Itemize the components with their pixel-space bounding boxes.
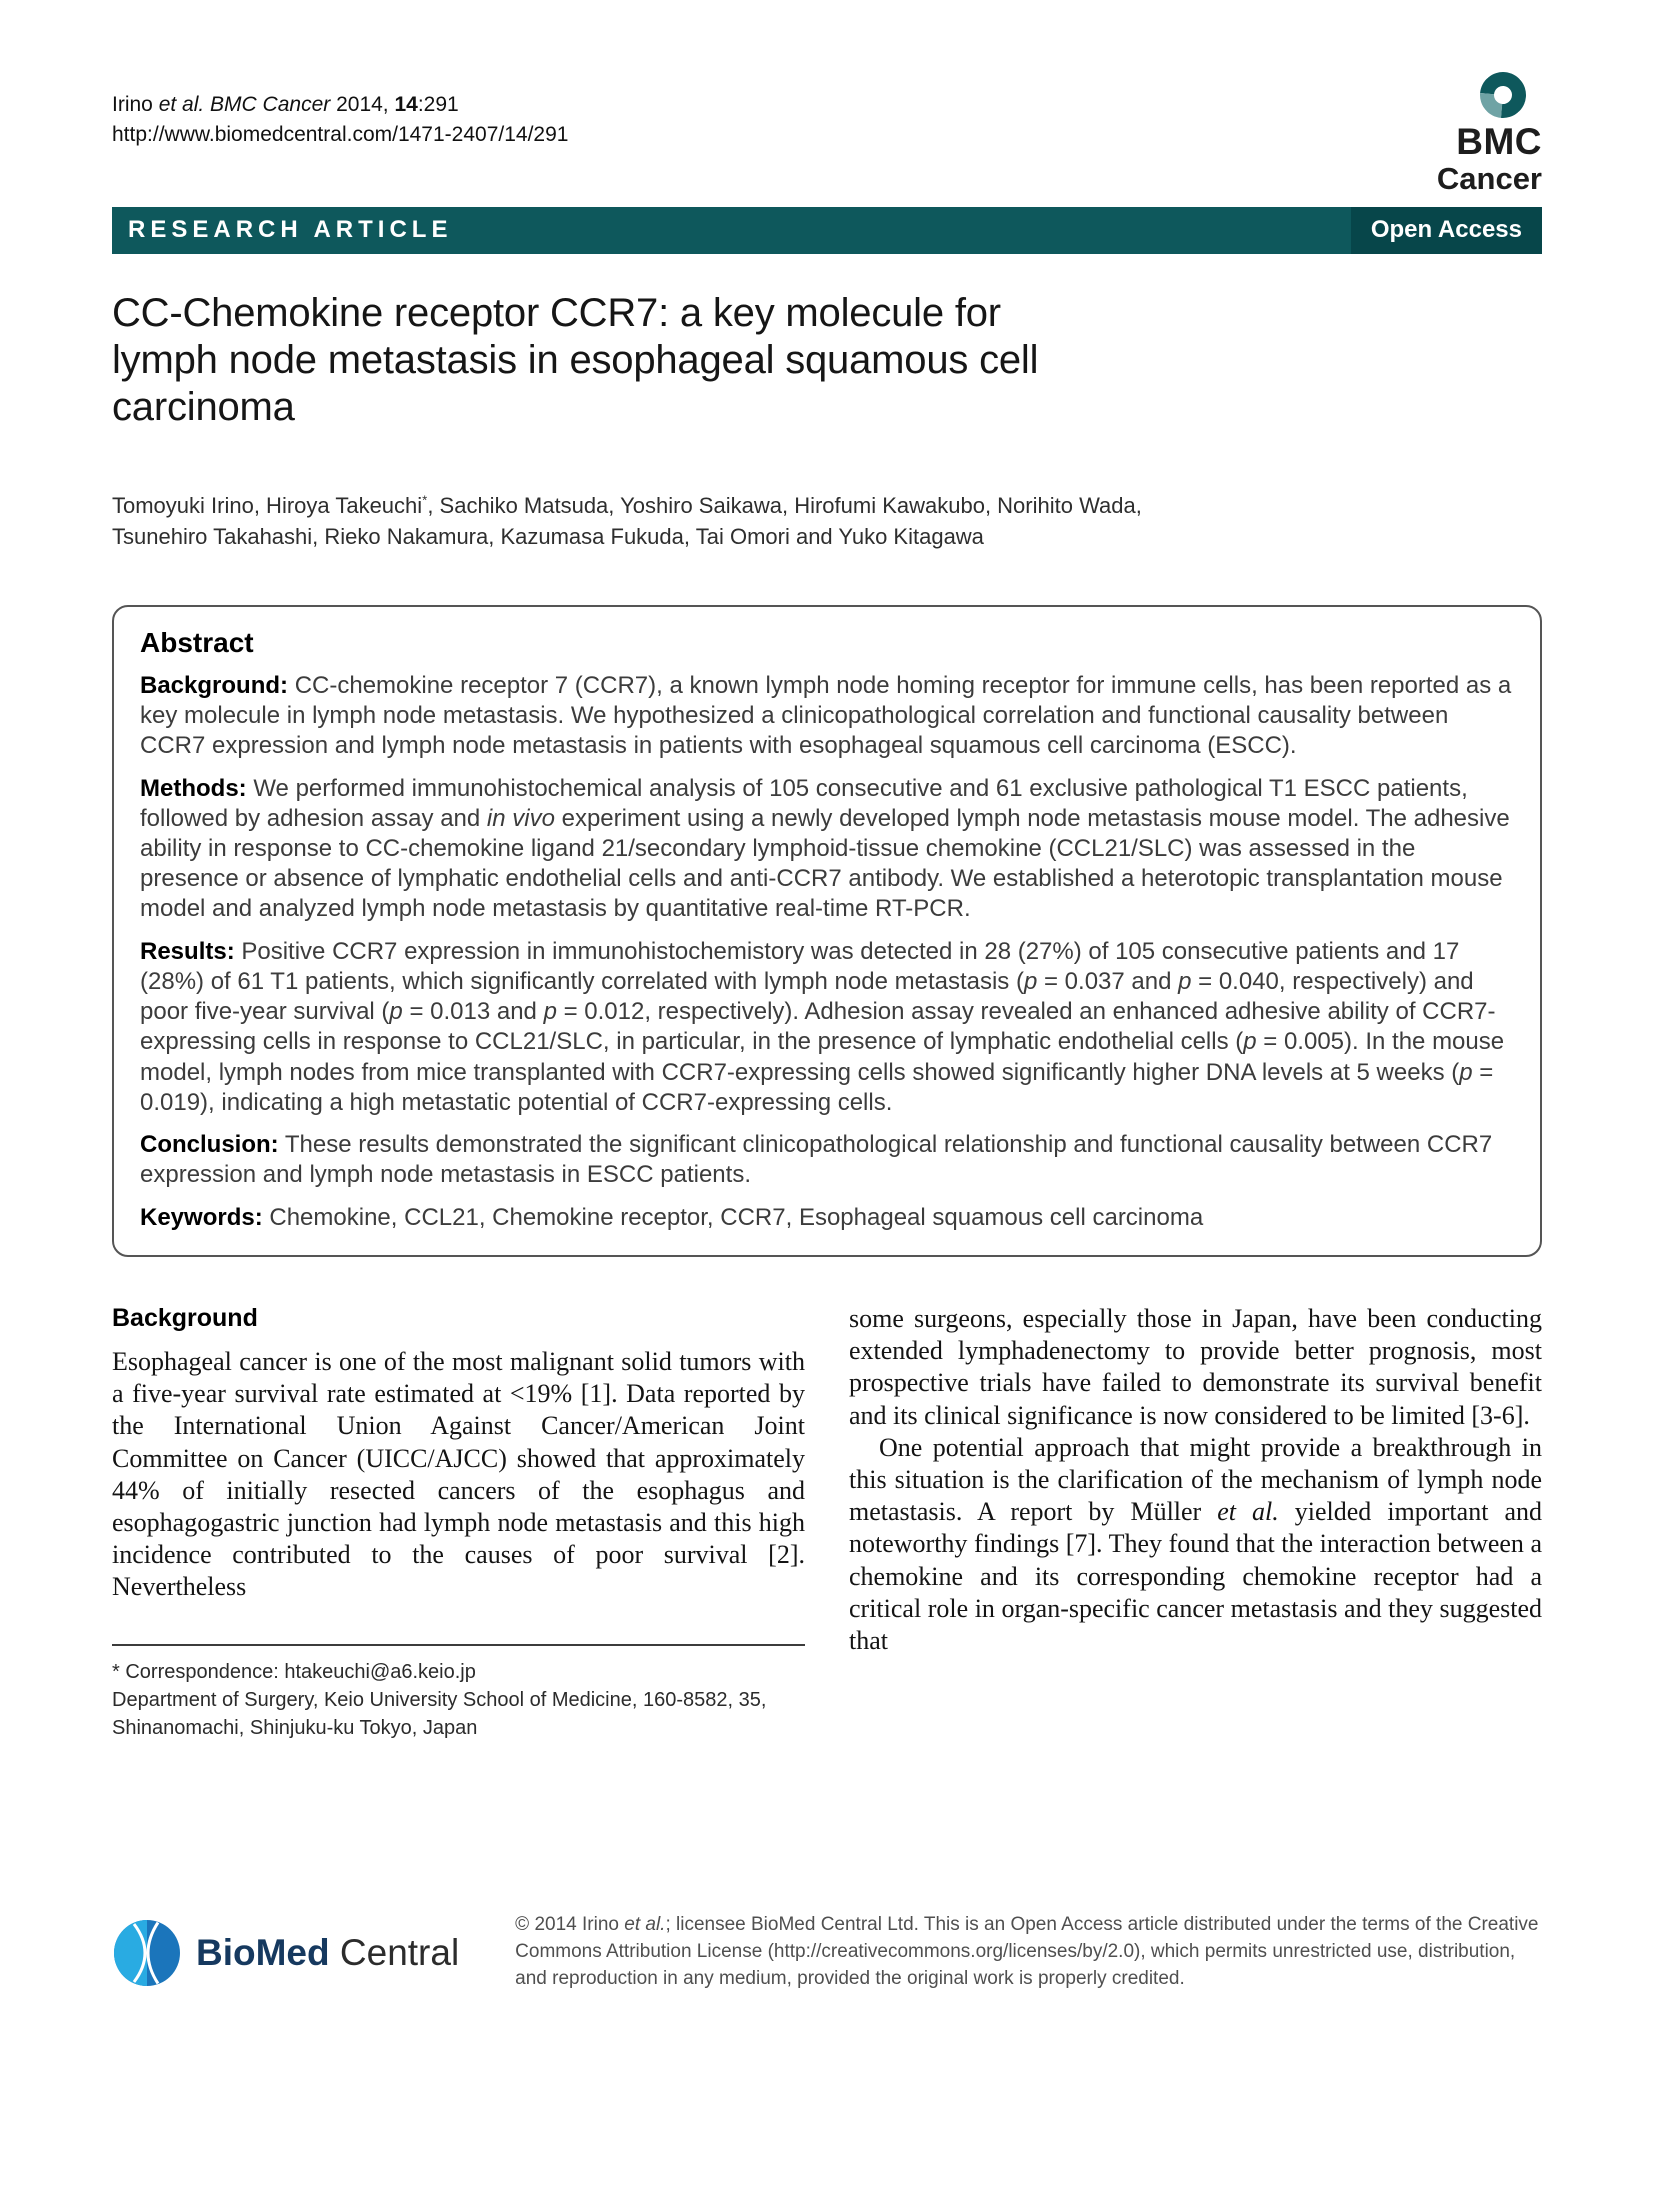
conclusion-label: Conclusion: <box>140 1131 279 1159</box>
article-type-label: RESEARCH ARTICLE <box>128 216 453 244</box>
body-paragraph-right-2: One potential approach that might provide a breakthrough in this situation is the clarification of the mechanism of lymph node metastasis. A report by Müller et al. yielded important and noteworthy findings [7]. They found that the interaction between a chemokine and its corresponding chemokine receptor had a critical role in organ-specific cancer metastasis and they suggested that <box>849 1432 1542 1656</box>
page-header <box>112 86 1542 197</box>
abstract-conclusion <box>140 1130 1514 1190</box>
methods-text: We performed immunohistochemical analysis of 105 consecutive and 61 exclusive pathological T1 ESCC patients, followed by adhesion assay and in vivo experiment using a newly developed lymph node metastasis mouse model. The adhesive ability in response to CC-chemokine ligand 21/secondary lymphoid-tissue chemokine (CCL21/SLC) was assessed in the presence or absence of lymphatic endothelial cells and anti-CCR7 antibody. We established a heterotopic transplantation mouse model and analyzed lymph node metastasis by quantitative real-time RT-PCR. <box>140 774 1510 923</box>
abstract-results <box>140 937 1514 1118</box>
body-paragraph-left: Esophageal cancer is one of the most malignant solid tumors with a five-year survival rate estimated at <19% [1]. Data reported by the International Union Against Cancer/American Joint Committee on Cancer (UICC/AJCC) showed that approximately 44% of initially resected cancers of the esophagus and esophagogastric junction had lymph node metastasis and this high incidence contributed to the causes of poor survival [2]. Nevertheless <box>112 1346 805 1602</box>
methods-label: Methods: <box>140 774 247 802</box>
article-body <box>112 1303 1542 1742</box>
bmc-journal-text: Cancer <box>1436 160 1542 196</box>
biomed-text: BioMed <box>196 1932 330 1973</box>
citation-line: Irino et al. BMC Cancer 2014, 14:291 <box>112 93 459 116</box>
conclusion-text: These results demonstrated the significant clinicopathological relationship and functional causality between CCR7 expression and lymph node metastasis in ESCC patients. <box>140 1131 1493 1189</box>
affiliation-line: Department of Surgery, Keio University School of Medicine, 160-8582, 35, Shinanomachi, Shinjuku-ku Tokyo, Japan <box>112 1688 767 1739</box>
biomed-central-wordmark <box>196 1932 459 1974</box>
abstract-heading: Abstract <box>140 626 254 658</box>
background-label: Background: <box>140 671 289 699</box>
keywords-text: Chemokine, CCL21, Chemokine receptor, CCR7, Esophageal squamous cell carcinoma <box>269 1203 1204 1231</box>
bmc-cancer-logo <box>1372 72 1542 197</box>
article-title: CC-Chemokine receptor CCR7: a key molecule for lymph node metastasis in esophageal squamous cell carcinoma <box>112 290 1039 430</box>
open-access-badge: Open Access <box>1351 207 1542 254</box>
keywords-label: Keywords: <box>140 1203 263 1231</box>
body-paragraph-right-1: some surgeons, especially those in Japan, have been conducting extended lymphadenectomy to provide better prognosis, most prospective trials have failed to demonstrate its survival benefit and its clinical significance is now considered to be limited [3-6]. <box>849 1303 1542 1430</box>
correspondence-line: * Correspondence: htakeuchi@a6.keio.jp <box>112 1660 476 1683</box>
right-column <box>849 1303 1542 1742</box>
citation-block <box>112 86 568 150</box>
bmc-publisher-text: BMC <box>1456 121 1542 162</box>
abstract-keywords <box>140 1203 1514 1233</box>
license-text: © 2014 Irino et al.; licensee BioMed Central Ltd. This is an Open Access article distributed under the terms of the Creative Commons Attribution License (http://creativecommons.org/licenses/by/2.0), which permits unrestricted use, distribution, and reproduction in any medium, provided the original work is properly credited. <box>515 1914 1539 1989</box>
biomed-central-logo <box>112 1918 459 1988</box>
results-text: Positive CCR7 expression in immunohistochemistory was detected in 28 (27%) of 105 consecutive patients and 17 (28%) of 61 T1 patients, which significantly correlated with lymph node metastasis (p = 0.037 and p = 0.040, respectively) and poor five-year survival (p = 0.013 and p = 0.012, respectively). Adhesion assay revealed an enhanced adhesive ability of CCR7-expressing cells in response to CCL21/SLC, in particular, in the presence of lymphatic endothelial cells (p = 0.005). In the mouse model, lymph nodes from mice transplanted with CCR7-expressing cells showed significantly higher DNA levels at 5 weeks (p = 0.019), indicating a high metastatic potential of CCR7-expressing cells. <box>140 937 1505 1116</box>
authors-line: Tomoyuki Irino, Hiroya Takeuchi*, Sachiko Matsuda, Yoshiro Saikawa, Hirofumi Kawakubo, Norihito Wada, Tsunehiro Takahashi, Rieko Nakamura, Kazumasa Fukuda, Tai Omori and Yuko Kitagawa <box>112 492 1142 550</box>
central-text: Central <box>339 1932 460 1973</box>
abstract-box <box>112 605 1542 1257</box>
correspondence-note <box>112 1644 805 1742</box>
results-label: Results: <box>140 937 235 965</box>
article-type-banner <box>112 207 1542 254</box>
biomed-central-ball-icon <box>112 1918 182 1988</box>
background-text: CC-chemokine receptor 7 (CCR7), a known lymph node homing receptor for immune cells, has been reported as a key molecule in lymph node metastasis. We hypothesized a clinicopathological correlation and functional causality between CCR7 expression and lymph node metastasis in patients with esophageal squamous cell carcinoma (ESCC). <box>140 671 1512 760</box>
abstract-methods <box>140 774 1514 925</box>
bmc-ring-icon <box>1471 63 1536 128</box>
article-url: http://www.biomedcentral.com/1471-2407/14/291 <box>112 122 569 146</box>
page-footer <box>112 1912 1542 1993</box>
left-column <box>112 1303 805 1742</box>
abstract-background <box>140 671 1514 762</box>
background-section-heading: Background <box>112 1303 258 1332</box>
